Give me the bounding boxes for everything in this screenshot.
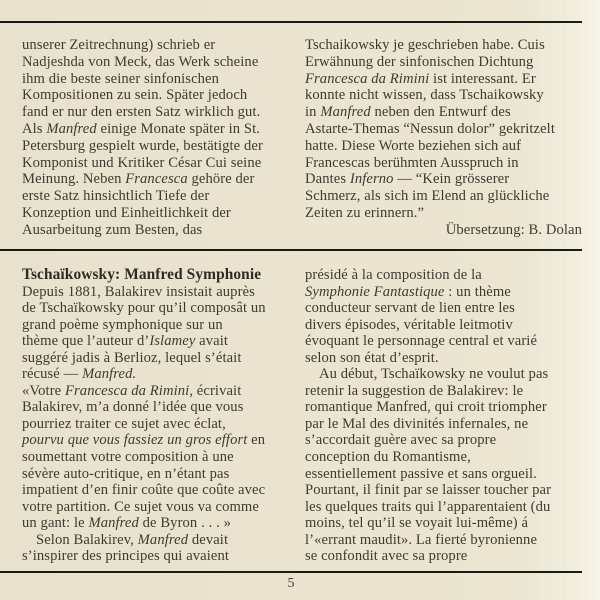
text-line: Francesca da Rimini ist interessant. Er bbox=[305, 70, 536, 87]
text-line: ihm die beste seiner sinfonischen bbox=[22, 70, 220, 87]
text-line: romantique Manfred, qui croit triompher bbox=[305, 399, 547, 416]
text-line: moins, tel qu’il se voyait lui-même) á bbox=[305, 515, 529, 532]
text-line: impatient d’en finir coûte que coûte avec bbox=[22, 482, 266, 499]
section-heading: Tschaïkowsky: Manfred Symphonie bbox=[22, 266, 262, 283]
text-line: les quelques traits qui l’apparentaient (du bbox=[305, 498, 551, 515]
text-line: divers épisodes, véritable leitmotiv bbox=[305, 316, 513, 333]
text-line: Petersburg gespielt wurde, bestätigte der bbox=[22, 137, 263, 154]
text-line: conducteur servant de lien entre les bbox=[305, 300, 515, 317]
top-rule bbox=[0, 21, 582, 23]
text-line: conception du Romantisme, bbox=[305, 449, 471, 466]
text-line: thème que l’auteur d’Islamey avait bbox=[22, 333, 229, 350]
middle-rule bbox=[0, 249, 582, 251]
text-line: soumettant votre composition à une bbox=[22, 449, 234, 466]
text-line: Meinung. Neben Francesca gehöre der bbox=[22, 171, 255, 188]
text-line: Symphonie Fantastique : un thème bbox=[305, 283, 511, 300]
text-line: Komponist und Kritiker César Cui seine bbox=[22, 154, 262, 171]
text-line: essentiellement passive et sans orgueil. bbox=[305, 465, 537, 482]
german-left-column bbox=[22, 37, 290, 239]
text-line: Kompositionen zu sein. Später jedoch bbox=[22, 87, 248, 104]
text-line: retenir la suggestion de Balakirev: le bbox=[305, 382, 524, 399]
text-line: Übersetzung: B. Dolan bbox=[445, 221, 582, 238]
text-line: suggéré jadis à Berlioz, lequel s’était bbox=[22, 349, 242, 366]
french-left-column bbox=[22, 267, 290, 565]
text-line: Pourtant, il finit par se laisser toucher par bbox=[305, 482, 552, 499]
text-line: Astarte-Themas “Nessun dolor” gekritzelt bbox=[305, 120, 555, 137]
french-left-lines bbox=[22, 284, 290, 565]
text-line: se confondit avec sa propre bbox=[305, 548, 468, 565]
text-line: Konzeption und Einheitlichkeit der bbox=[22, 204, 231, 221]
text-line: in Manfred neben den Entwurf des bbox=[305, 104, 511, 121]
text-line: un gant: le Manfred de Byron . . . » bbox=[22, 515, 231, 532]
text-line: Ausarbeitung zum Besten, das bbox=[22, 221, 203, 238]
text-line: présidé à la composition de la bbox=[305, 267, 482, 283]
text-line: Schmerz, als sich im Elend an glückliche bbox=[305, 188, 550, 205]
text-line: Nadjeshda von Meck, das Werk scheine bbox=[22, 53, 259, 70]
text-line: Tschaikowsky je geschrieben habe. Cuis bbox=[305, 37, 545, 53]
text-line: votre partition. Ce sujet vous va comme bbox=[22, 498, 259, 515]
text-line: hatte. Diese Worte beziehen sich auf bbox=[305, 137, 522, 154]
text-line: Francescas berühmten Ausspruch in bbox=[305, 154, 519, 171]
text-line: konnte nicht wissen, dass Tschaikowsky bbox=[305, 87, 544, 104]
text-line: Zeiten zu erinnern.” bbox=[305, 204, 425, 221]
text-line: sévère auto-critique, en n’étant pas bbox=[22, 465, 230, 482]
text-line: s’inspirer des principes qui avaient bbox=[22, 548, 230, 565]
text-line: de Tschaïkowsky pour qu’il composât un bbox=[22, 300, 266, 317]
text-line: pourriez traiter ce sujet avec éclat, bbox=[22, 415, 226, 432]
french-right-column bbox=[305, 267, 582, 565]
text-line: Depuis 1881, Balakirev insistait auprès bbox=[22, 283, 255, 300]
bottom-rule bbox=[0, 571, 582, 573]
text-line: Erwähnung der sinfonischen Dichtung bbox=[305, 53, 534, 70]
text-line: Balakirev, m’a donné l’idée que vous bbox=[22, 399, 244, 416]
german-right-column bbox=[305, 37, 582, 239]
text-line: s’accordait guère avec sa propre bbox=[305, 432, 497, 449]
text-line: pourvu que vous fassiez un gros effort en bbox=[22, 432, 266, 449]
text-line: unserer Zeitrechnung) schrieb er bbox=[22, 37, 216, 53]
german-section bbox=[22, 37, 582, 239]
text-line: grand poème symphonique sur un bbox=[22, 316, 223, 333]
text-line: évoquant le personnage central et varié bbox=[305, 333, 538, 350]
text-line: récusé — Manfred. bbox=[22, 366, 137, 383]
text-line: «Votre Francesca da Rimini, écrivait bbox=[22, 382, 242, 399]
text-line: par le Mal des divinités infernales, ne bbox=[305, 415, 529, 432]
text-line: selon son état d’esprit. bbox=[305, 349, 439, 366]
text-line: fand er nur den ersten Satz wirklich gut. bbox=[22, 104, 261, 121]
text-line: Au début, Tschaïkowsky ne voulut pas bbox=[319, 366, 549, 383]
page-number: 5 bbox=[287, 576, 295, 591]
text-line: erste Satz hinsichtlich Tiefe der bbox=[22, 188, 210, 205]
french-section bbox=[22, 267, 582, 565]
text-line: Selon Balakirev, Manfred devait bbox=[36, 531, 229, 548]
text-line: l’«errant maudit». La fierté byronienne bbox=[305, 531, 538, 548]
text-line: Als Manfred einige Monate später in St. bbox=[22, 120, 261, 137]
text-line: Dantes Inferno — “Kein grösserer bbox=[305, 171, 510, 188]
